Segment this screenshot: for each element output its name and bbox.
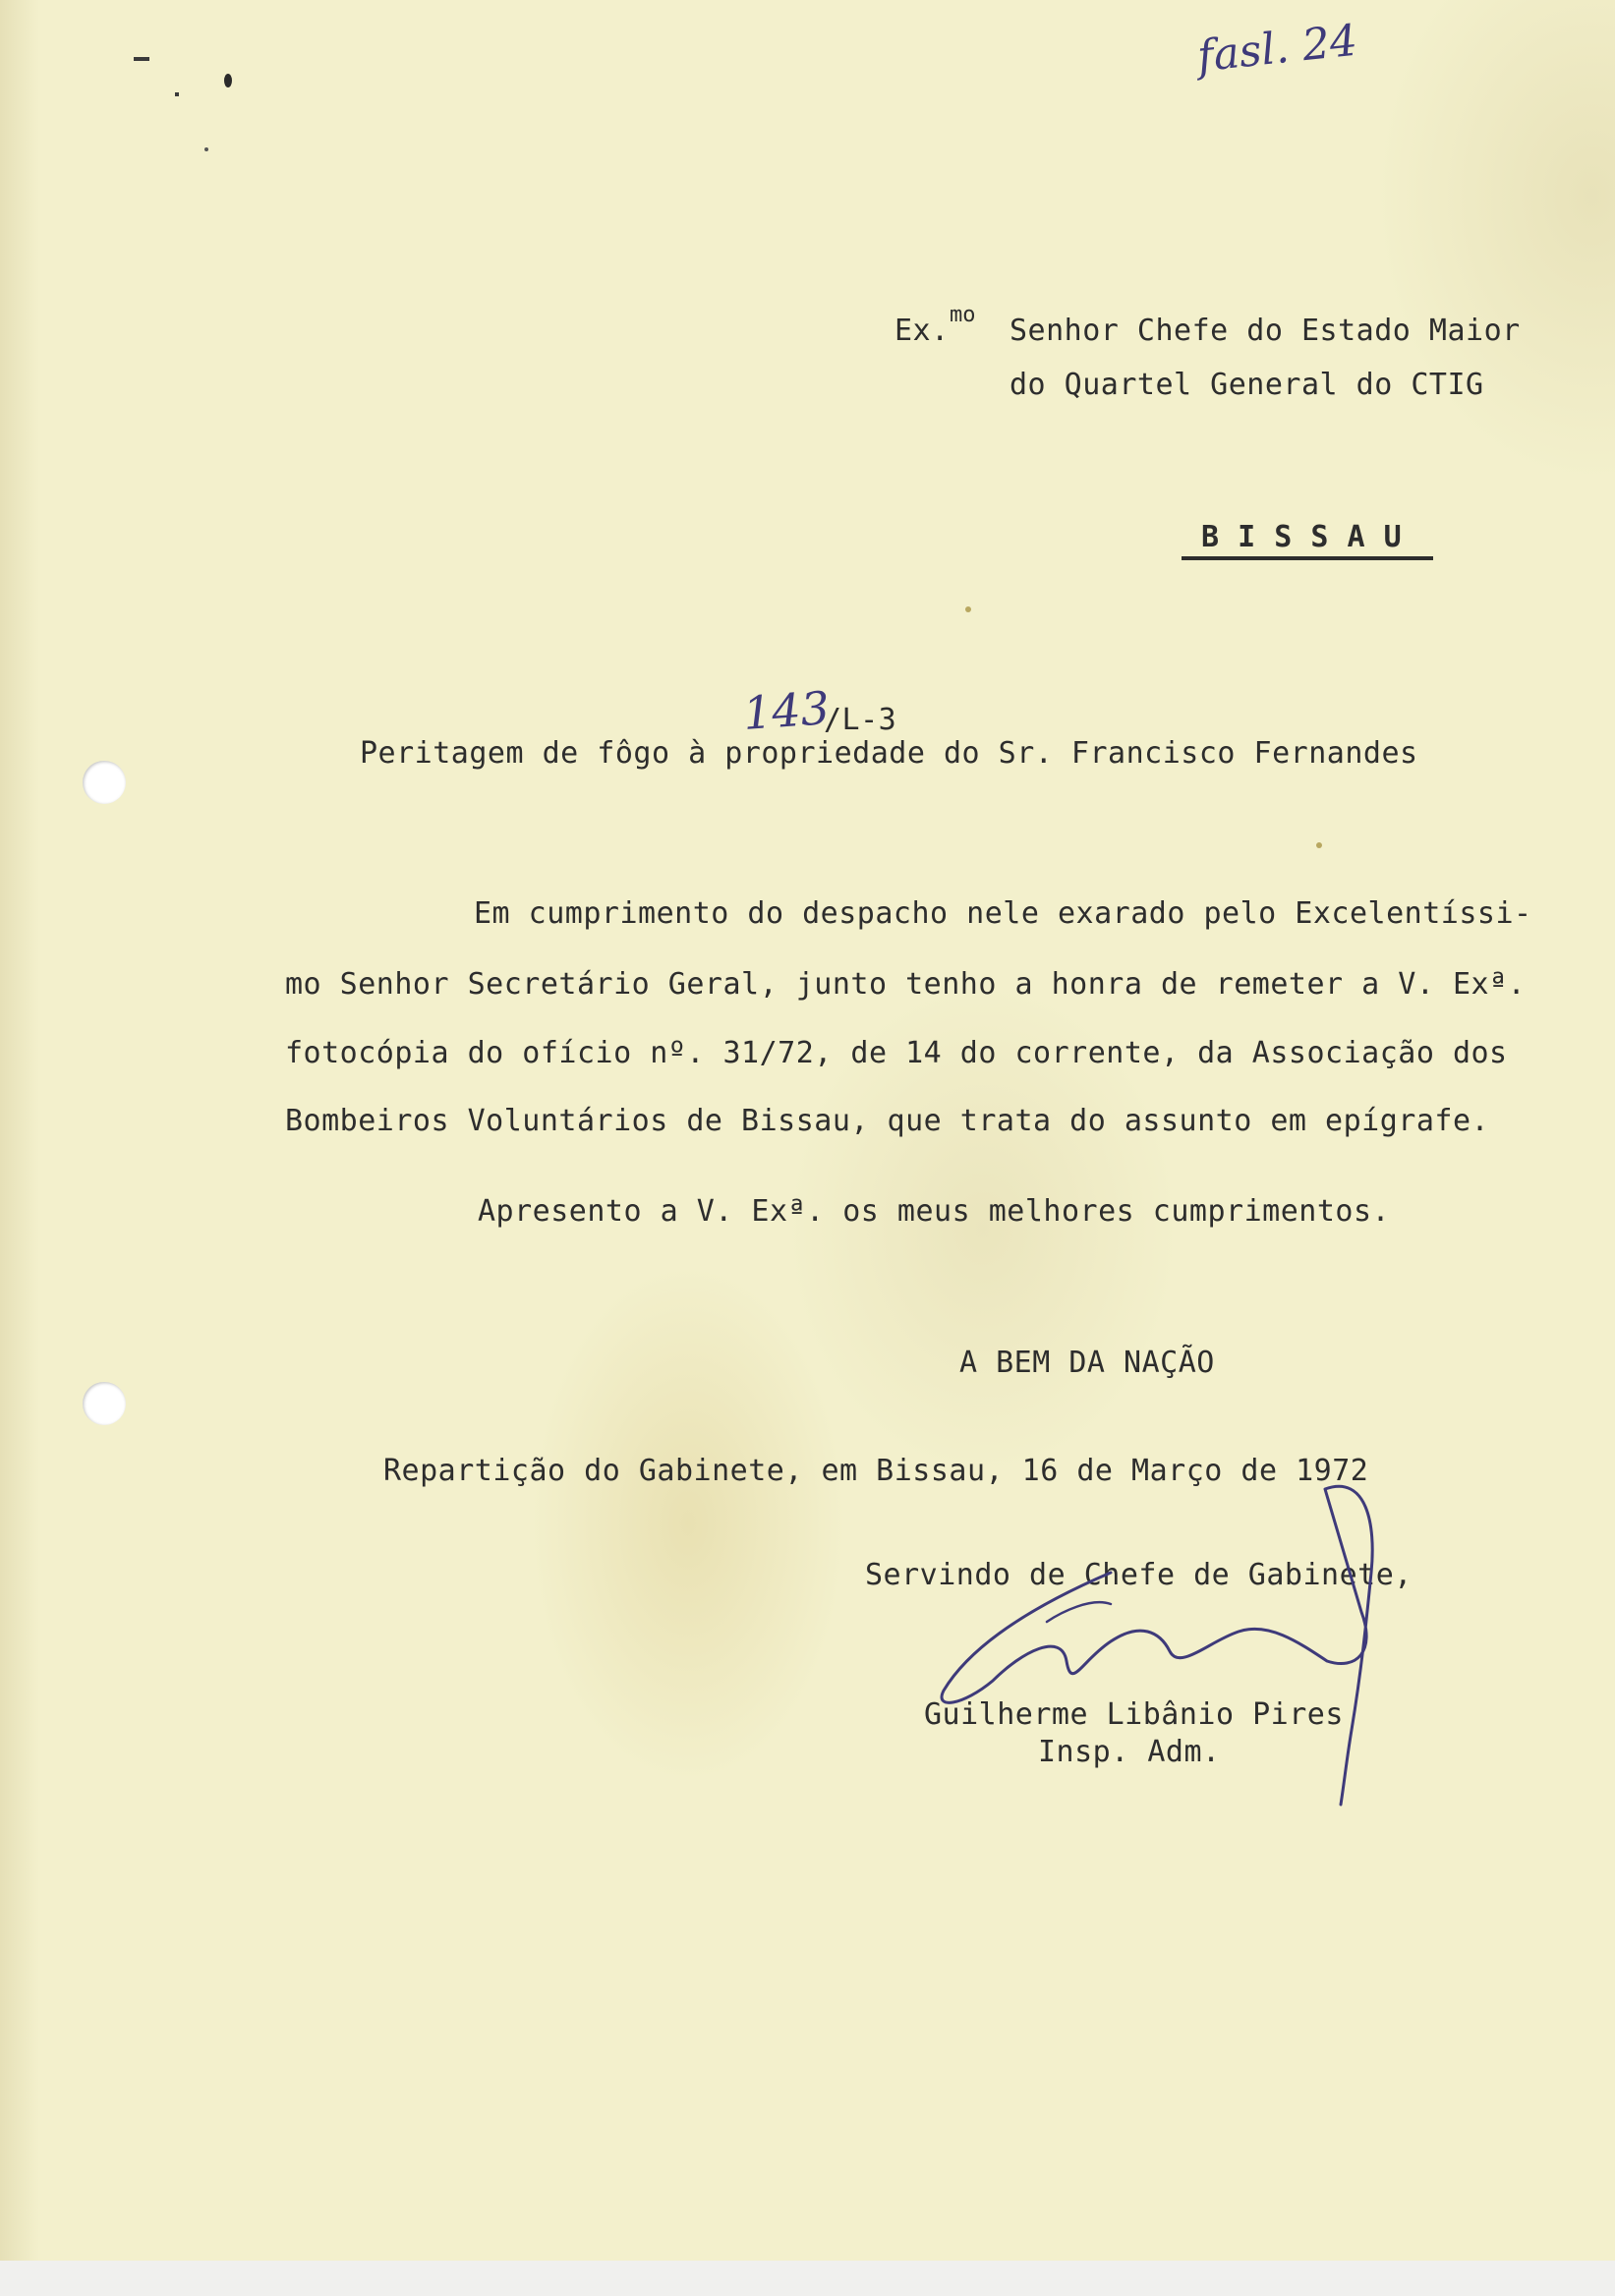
subject-line: Peritagem de fôgo à propriedade do Sr. Francisco Fernandes	[360, 736, 1418, 771]
scan-margin	[0, 2261, 1615, 2296]
signatory-role: Servindo de Chefe de Gabinete,	[865, 1558, 1413, 1592]
addressee-superscript: mo	[950, 303, 976, 327]
signatory-title: Insp. Adm.	[1038, 1735, 1221, 1769]
body-line-3: fotocópia do ofício nº. 31/72, de 14 do corrente, da Associação dos	[285, 1036, 1508, 1070]
addressee-line-2: do Quartel General do CTIG	[1009, 368, 1484, 402]
body-line-1: Em cumprimento do despacho nele exarado pelo Excelentíssi-	[474, 896, 1532, 931]
reference-handwritten-number: 143	[741, 681, 832, 740]
date-line: Repartição do Gabinete, em Bissau, 16 de Março de 1972	[383, 1454, 1369, 1488]
body-line-4: Bombeiros Voluntários de Bissau, que trata do assunto em epígrafe.	[285, 1104, 1490, 1138]
city-heading: B I S S A U	[1201, 520, 1403, 554]
addressee-line-1: Senhor Chefe do Estado Maior	[1009, 314, 1521, 348]
reference-suffix: /L-3	[824, 703, 897, 737]
signatory-name: Guilherme Libânio Pires	[924, 1697, 1344, 1732]
closing-formula: A BEM DA NAÇÃO	[959, 1346, 1215, 1380]
body-line-5: Apresento a V. Exª. os meus melhores cumprimentos.	[478, 1194, 1391, 1229]
body-line-2: mo Senhor Secretário Geral, junto tenho a honra de remeter a V. Exª.	[285, 967, 1527, 1002]
archive-annotation: fasl. 24	[1194, 15, 1360, 83]
addressee-prefix: Ex.	[894, 314, 950, 348]
